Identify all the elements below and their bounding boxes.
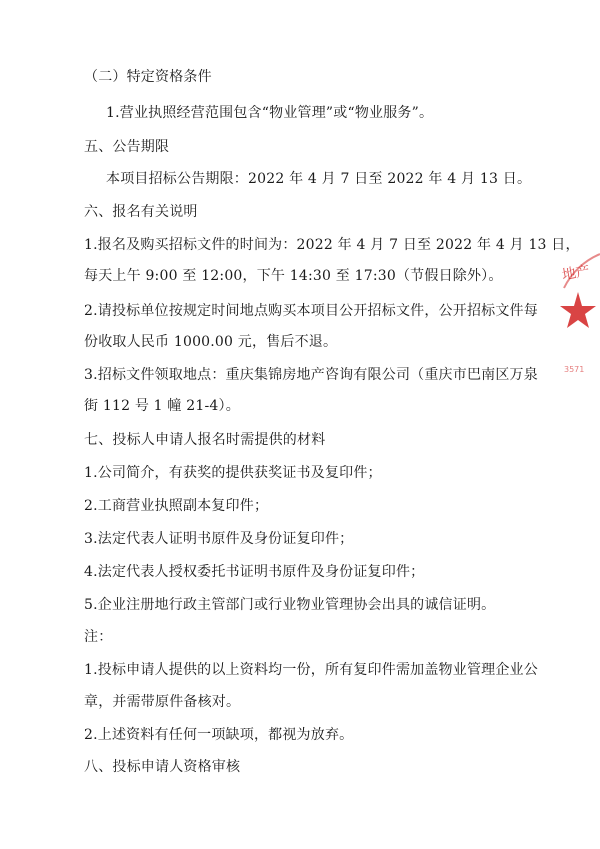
- section-heading-required-materials: 七、投标人申请人报名时需提供的材料: [84, 432, 326, 448]
- registration-item-1-line-1: 1.报名及购买招标文件的时间为：2022 年 4 月 7 日至 2022 年 4 月 13 日，: [84, 237, 580, 253]
- materials-item-5: 5.企业注册地行政主管部门或行业物业管理协会出具的诚信证明。: [84, 597, 496, 613]
- registration-item-3-line-1: 3.招标文件领取地点：重庆集锦房地产咨询有限公司（重庆市巴南区万泉: [84, 367, 538, 383]
- registration-item-3-line-2: 街 112 号 1 幢 21-4）。: [84, 398, 240, 414]
- materials-item-3: 3.法定代表人证明书原件及身份证复印件；: [84, 531, 354, 547]
- seal-icon: [556, 244, 600, 384]
- registration-item-2-line-1: 2.请投标单位按规定时间地点购买本项目公开招标文件，公开招标文件每: [84, 303, 538, 319]
- section-heading-announcement-period: 五、公告期限: [84, 139, 170, 155]
- note-item-2: 2.上述资料有任何一项缺项，都视为放弃。: [84, 727, 354, 743]
- seal-text-top: 地产: [560, 262, 592, 284]
- section-heading-qualification-review: 八、投标申请人资格审核: [84, 759, 241, 775]
- announcement-period-text: 本项目招标公告期限：2022 年 4 月 7 日至 2022 年 4 月 13 日。: [106, 171, 532, 187]
- section-heading-special-qualification: （二）特定资格条件: [84, 69, 212, 85]
- company-seal-stamp: [556, 244, 600, 384]
- registration-item-2-line-2: 份收取人民币 1000.00 元，售后不退。: [84, 334, 338, 350]
- seal-text-bottom: 3571: [564, 365, 585, 374]
- qualification-item-1: 1.营业执照经营范围包含“物业管理”或“物业服务”。: [106, 105, 434, 121]
- note-heading: 注：: [84, 629, 113, 645]
- materials-item-2: 2.工商营业执照副本复印件；: [84, 498, 269, 514]
- note-item-1-line-1: 1.投标申请人提供的以上资料均一份，所有复印件需加盖物业管理企业公: [84, 662, 538, 678]
- registration-item-1-line-2: 每天上午 9:00 至 12:00，下午 14:30 至 17:30（节假日除外）。: [84, 268, 503, 284]
- section-heading-registration: 六、报名有关说明: [84, 204, 198, 220]
- note-item-1-line-2: 章，并需带原件备核对。: [84, 694, 241, 710]
- materials-item-4: 4.法定代表人授权委托书证明书原件及身份证复印件；: [84, 564, 425, 580]
- materials-item-1: 1.公司简介，有获奖的提供获奖证书及复印件；: [84, 465, 382, 481]
